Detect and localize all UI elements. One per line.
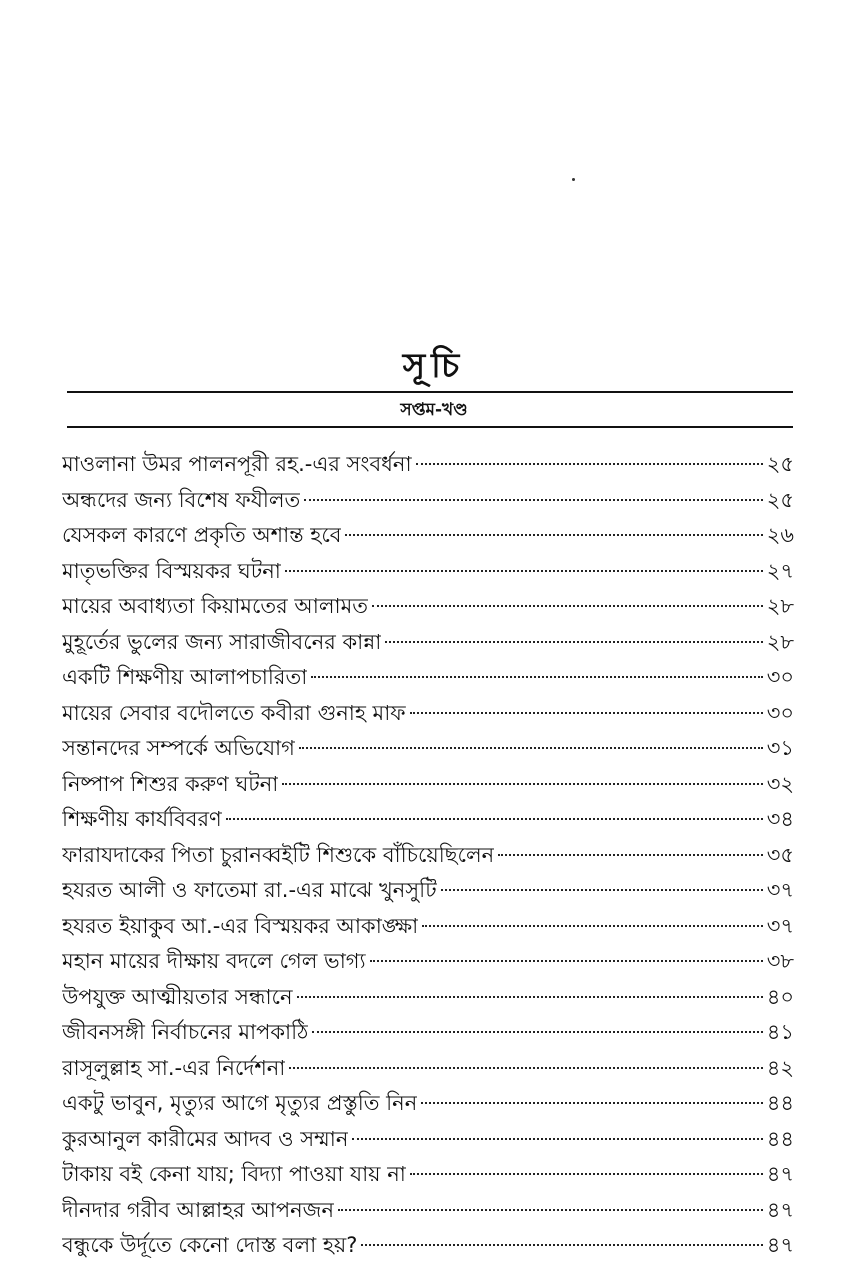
dot-leader [370, 960, 763, 962]
toc-entry [62, 1158, 794, 1194]
dot-leader [285, 570, 763, 572]
toc-entry-page-number: ৩৭ [766, 878, 794, 902]
toc-entry [62, 981, 794, 1017]
dot-leader [289, 1067, 762, 1069]
toc-entry [62, 484, 794, 520]
toc-entry-page-number: ২৭ [766, 558, 794, 583]
toc-entry-page-number: ২৬ [766, 523, 794, 547]
toc-entry-title: হযরত ইয়াকুব আ.-এর বিস্ময়কর আকাঙ্ক্ষা [62, 913, 419, 938]
toc-entry [62, 803, 794, 839]
toc-entry [62, 697, 794, 733]
table-of-contents [62, 448, 794, 1265]
toc-entry-page-number: ৩৭ [766, 913, 794, 938]
dot-leader [416, 463, 763, 465]
toc-entry-page-number: ৪৪ [766, 1091, 794, 1115]
toc-entry-page-number: ৩১ [766, 736, 794, 760]
dot-leader [282, 783, 762, 785]
toc-entry-page-number: ৪০ [766, 984, 794, 1009]
dot-leader [372, 605, 763, 607]
dot-leader [385, 641, 762, 643]
toc-entry-title: বন্ধুকে উর্দূতে কেনো দোস্ত বলা হয়? [62, 1233, 358, 1257]
dot-leader [311, 676, 762, 678]
divider-bottom [67, 426, 793, 428]
dot-leader [410, 1173, 763, 1175]
toc-entry-page-number: ২৫ [766, 452, 794, 476]
toc-entry-page-number: ৪৭ [766, 1233, 794, 1257]
dot-leader [421, 1102, 763, 1104]
toc-entry-page-number: ৩৮ [766, 949, 794, 973]
toc-entry-page-number: ৪৭ [766, 1197, 794, 1222]
toc-entry [62, 1016, 794, 1052]
ink-speck [572, 178, 575, 181]
toc-entry [62, 768, 794, 804]
toc-entry-page-number: ৩৫ [766, 842, 794, 867]
toc-entry [62, 1052, 794, 1088]
toc-entry [62, 732, 794, 768]
toc-entry-title: যেসকল কারণে প্রকৃতি অশান্ত হবে [62, 523, 342, 547]
toc-entry-page-number: ২৫ [766, 487, 794, 512]
toc-entry-title: টাকায় বই কেনা যায়; বিদ্যা পাওয়া যায় না [62, 1162, 406, 1186]
toc-entry [62, 590, 794, 626]
toc-entry-page-number: ২৮ [766, 629, 794, 654]
dot-leader [297, 996, 763, 998]
toc-entry [62, 1229, 794, 1265]
toc-entry [62, 910, 794, 946]
toc-entry-title: একটি শিক্ষণীয় আলাপচারিতা [62, 665, 308, 689]
toc-entry-title: মুহূর্তের ভুলের জন্য সারাজীবনের কান্না [62, 629, 382, 654]
toc-entry-title: কুরআনুল কারীমের আদব ও সম্মান [62, 1126, 349, 1151]
page-title: সূচি [402, 346, 466, 386]
toc-entry [62, 661, 794, 697]
toc-entry [62, 1194, 794, 1230]
dot-leader [299, 747, 763, 749]
toc-entry-title: অন্ধদের জন্য বিশেষ ফযীলত [62, 487, 301, 512]
toc-entry-title: রাসূলুল্লাহ সা.-এর নির্দেশনা [62, 1055, 286, 1080]
dot-leader [352, 1138, 762, 1140]
dot-leader [226, 818, 763, 820]
toc-entry-page-number: ৪১ [766, 1020, 794, 1044]
dot-leader [345, 534, 762, 536]
toc-entry-title: সন্তানদের সম্পর্কে অভিযোগ [62, 736, 295, 760]
toc-entry [62, 555, 794, 591]
toc-entry-title: মাওলানা উমর পালনপূরী রহ.-এর সংবর্ধনা [62, 452, 412, 476]
toc-entry-page-number: ৩৪ [766, 807, 794, 831]
toc-entry [62, 945, 794, 981]
toc-entry-title: দীনদার গরীব আল্লাহর আপনজন [62, 1197, 334, 1222]
toc-entry-title: শিক্ষণীয় কার্যবিবরণ [62, 807, 222, 831]
toc-entry-page-number: ৪৭ [766, 1162, 794, 1186]
toc-entry [62, 448, 794, 484]
toc-entry-title: ফারাযদাকের পিতা চুরানব্বইটি শিশুকে বাঁচিয়েছিলেন [62, 842, 495, 867]
dot-leader [422, 925, 762, 927]
toc-entry-title: হযরত আলী ও ফাতেমা রা.-এর মাঝে খুনসুটি [62, 878, 437, 902]
toc-entry [62, 839, 794, 875]
dot-leader [304, 499, 762, 501]
toc-entry [62, 519, 794, 555]
toc-entry [62, 1123, 794, 1159]
toc-entry [62, 1087, 794, 1123]
dot-leader [338, 1209, 763, 1211]
toc-entry-page-number: ৪৪ [766, 1126, 794, 1151]
divider-top [67, 391, 793, 393]
toc-entry-title: মায়ের সেবার বদৌলতে কবীরা গুনাহ মাফ [62, 700, 406, 725]
toc-entry-title: জীবনসঙ্গী নির্বাচনের মাপকাঠি [62, 1020, 309, 1044]
toc-entry [62, 874, 794, 910]
dot-leader [312, 1031, 762, 1033]
toc-entry-page-number: ৩০ [766, 665, 794, 689]
toc-entry-page-number: ৪২ [766, 1055, 794, 1080]
dot-leader [410, 712, 763, 714]
toc-entry-title: নিষ্পাপ শিশুর করুণ ঘটনা [62, 771, 279, 796]
toc-entry-title: একটু ভাবুন, মৃত্যুর আগে মৃত্যুর প্রস্তুতি নিন [62, 1091, 418, 1115]
toc-entry-title: মায়ের অবাধ্যতা কিয়ামতের আলামত [62, 594, 369, 618]
toc-entry-title: উপযুক্ত আত্মীয়তার সন্ধানে [62, 984, 293, 1009]
toc-entry [62, 626, 794, 662]
toc-entry-page-number: ৩০ [766, 700, 794, 725]
dot-leader [441, 889, 763, 891]
toc-entry-page-number: ৩২ [766, 771, 794, 796]
section-heading: সপ্তম-খণ্ড [400, 400, 468, 420]
toc-entry-title: মহান মায়ের দীক্ষায় বদলে গেল ভাগ্য [62, 949, 366, 973]
dot-leader [498, 854, 763, 856]
toc-entry-title: মাতৃভক্তির বিস্ময়কর ঘটনা [62, 558, 281, 583]
toc-entry-page-number: ২৮ [766, 594, 794, 618]
